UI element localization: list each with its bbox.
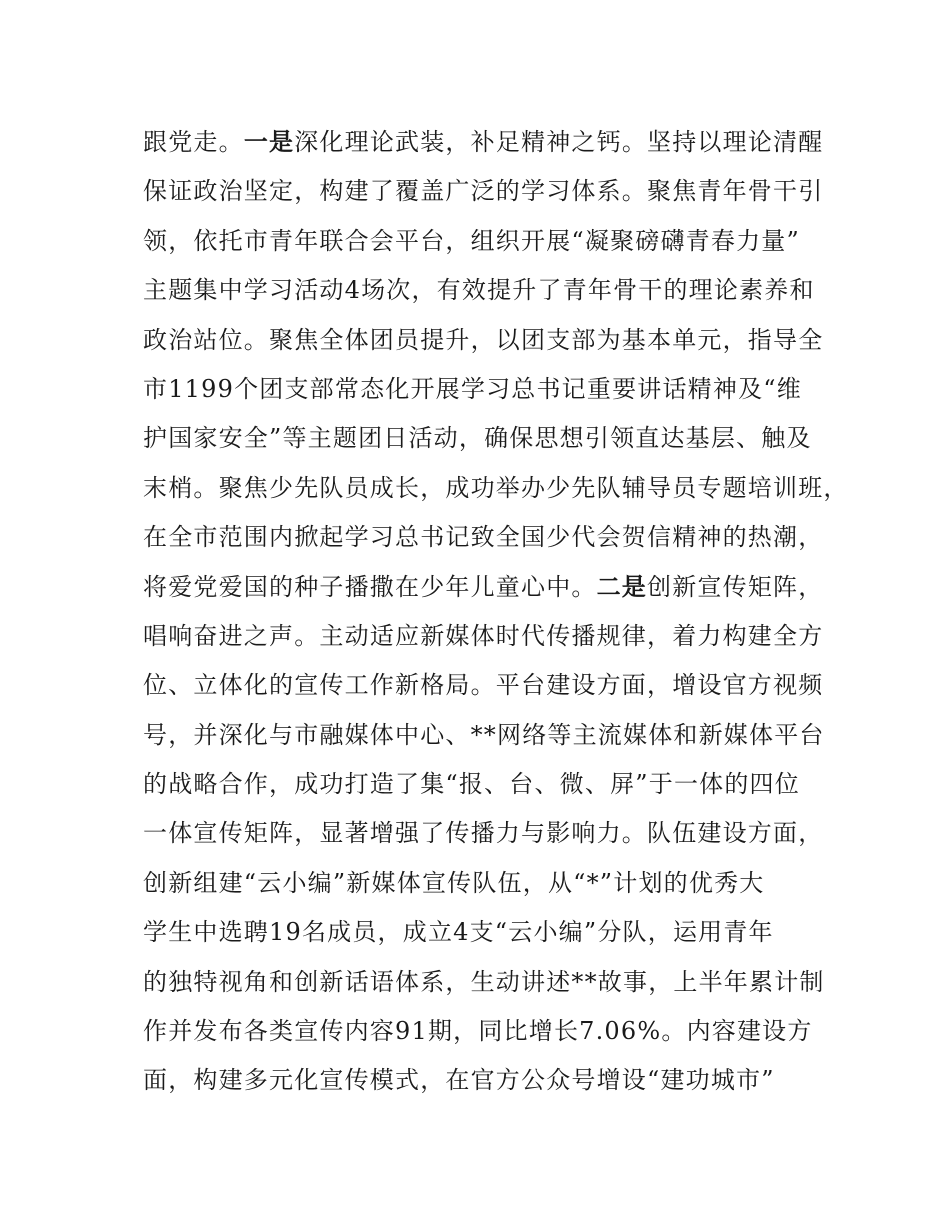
text-line-3: 领，依托市青年联合会平台，组织开展“凝聚磅礴青春力量”: [143, 226, 800, 255]
text-line-5: 政治站位。聚焦全体团员提升，以团支部为基本单元，指导全: [143, 325, 824, 354]
text-line-4: 主题集中学习活动4场次，有效提升了青年骨干的理论素养和: [143, 276, 815, 305]
text-line-9: 在全市范围内掀起学习总书记致全国少代会贺信精神的热潮，: [143, 523, 824, 552]
text-line-2: 保证政治坚定，构建了覆盖广泛的学习体系。聚焦青年骨干引: [143, 177, 824, 206]
text-line-1: 跟党走。一是深化理论武装，补足精神之钙。坚持以理论清醒: [143, 128, 824, 156]
body-text: [143, 118, 849, 1106]
text-line-7: 护国家安全”等主题团日活动，确保思想引领直达基层、触及: [143, 424, 812, 453]
emphasis-first: 一是: [243, 128, 295, 156]
text-line-20: 面，构建多元化宣传模式，在官方公众号增设“建功城市”: [143, 1066, 775, 1095]
text-line-18: 的独特视角和创新话语体系，生动讲述**故事，上半年累计制: [143, 967, 825, 996]
text-line-11: 唱响奋进之声。主动适应新媒体时代传播规律，着力构建全方: [143, 621, 824, 650]
text-line-14: 的战略合作，成功打造了集“报、台、微、屏”于一体的四位: [143, 770, 800, 799]
emphasis-second: 二是: [596, 572, 648, 601]
text-line-15: 一体宣传矩阵，显著增强了传播力与影响力。队伍建设方面，: [143, 819, 824, 848]
text-line-16: 创新组建“云小编”新媒体宣传队伍，从“*”计划的优秀大: [143, 868, 765, 897]
text-line-6: 市1199个团支部常态化开展学习总书记重要讲话精神及“维: [143, 374, 802, 403]
text-line-17: 学生中选聘19名成员，成立4支“云小编”分队，运用青年: [143, 918, 774, 947]
text-line-19: 作并发布各类宣传内容91期，同比增长7.06%。内容建设方: [143, 1017, 813, 1046]
text-line-10: 将爱党爱国的种子播撒在少年儿童心中。二是创新宣传矩阵，: [143, 572, 824, 601]
text-line-13: 号，并深化与市融媒体中心、**网络等主流媒体和新媒体平台: [143, 720, 825, 749]
text-line-8: 末梢。聚焦少先队员成长，成功举办少先队辅导员专题培训班，: [143, 473, 849, 502]
text-line-12: 位、立体化的宣传工作新格局。平台建设方面，增设官方视频: [143, 671, 824, 700]
